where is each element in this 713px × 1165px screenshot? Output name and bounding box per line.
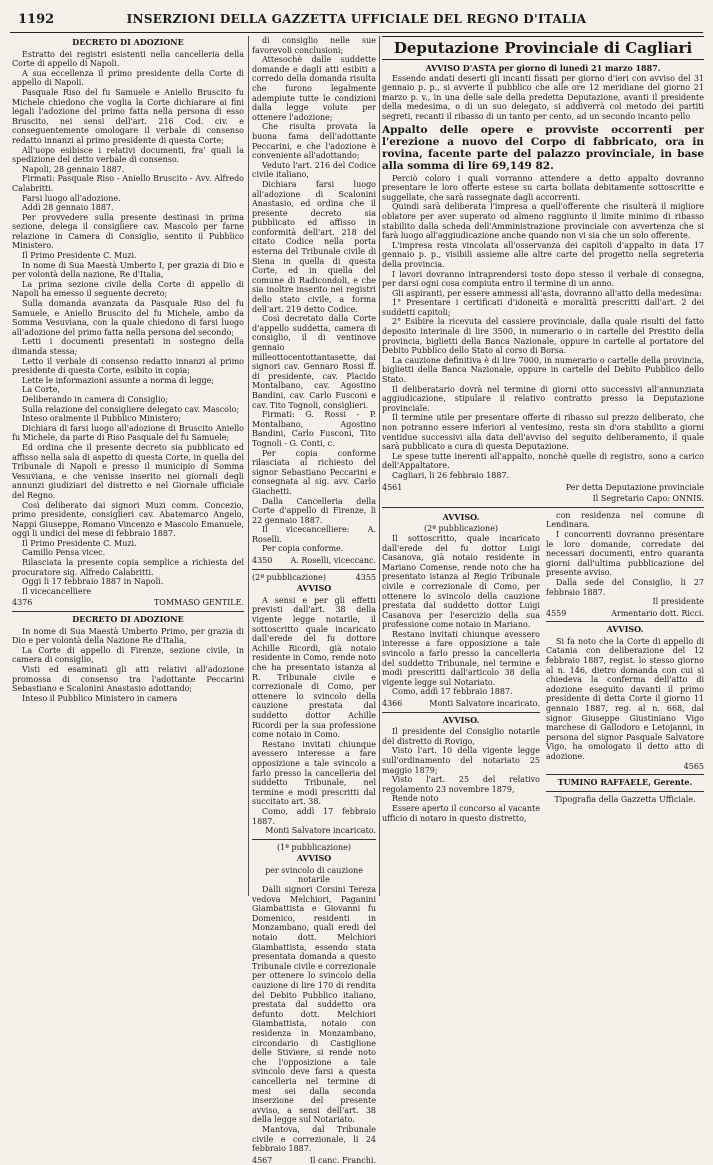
paragraph: Pasquale Riso del fu Samuele e Aniello Bruscito fu Michele chiedono che voglia la Corte dichiarare ai fini legali l'adozione del primo fatta nella persona di esso Bruscito, nei sensi dell'art. 216 Cod. civ. e conseguentemente omologare il verbale di consenso redatto innanzi al primo presidente di questa Corte; xyxy=(12,87,244,145)
separator xyxy=(252,839,376,840)
signer-name: A. Roselli, viceccanc. xyxy=(290,556,376,566)
paragraph: Il Primo Presidente C. Muzi. xyxy=(22,538,137,548)
publication-label: (2ª pubblicazione) xyxy=(423,524,499,534)
notice-signature xyxy=(546,609,704,619)
paragraph: Il vicecancelliere xyxy=(22,586,92,596)
signer-name: Monti Salvatore incaricato. xyxy=(429,699,540,709)
insertion-number: 4376 xyxy=(12,598,33,608)
paragraph: In nome di Sua Maestà Umberto I, per grazia di Dio e per volontà della nazione, Re d'Italia, xyxy=(12,260,244,280)
paragraph: Oggi li 17 febbraio 1887 in Napoli. xyxy=(22,577,164,587)
decree-signature xyxy=(12,598,244,608)
notices-grid xyxy=(382,511,704,823)
column-3 xyxy=(382,36,704,896)
auction-signature xyxy=(382,483,704,493)
paragraph: Visto l'art. 10 della vigente legge sull'ordinamento del notariato 25 maggio 1879; xyxy=(382,746,540,775)
notice-title: AVVISO xyxy=(296,583,332,594)
signer-name: TOMMASO GENTILE. xyxy=(153,598,244,608)
paragraph: Veduto l'art. 216 del Codice civile italiano, xyxy=(252,160,376,180)
insertion-number: 4559 xyxy=(546,608,567,618)
decree-signature xyxy=(252,556,376,566)
paragraph: Le spese tutte inerenti all'appalto, nonchè quelle di registro, sono a carico dell'Appaltatore. xyxy=(382,451,704,471)
separator xyxy=(546,791,704,792)
paragraph: Firmati: G. Rossi - P. Montalbano, Agostino Bandini, Carlo Fusconi, Tito Tognoli - G. Conti, c. xyxy=(252,410,376,448)
paragraph: Per copia conforme. xyxy=(262,544,344,554)
insertion-number: 4565 xyxy=(683,761,704,771)
notice-title: AVVISO xyxy=(296,853,332,864)
notice-body xyxy=(252,885,376,1154)
gerente-name: TUMINO RAFFAELE, Gerente. xyxy=(557,777,693,788)
paragraph: Dalla sede del Consiglio, li 27 febbraio 1887. xyxy=(546,577,704,597)
page-number: 1192 xyxy=(18,12,55,27)
column-divider xyxy=(248,36,249,896)
paragraph: Perciò coloro i quali vorranno attendere a detto appalto dovranno presentare le loro offerte estese su carta bollata debitamente sottoscritte e suggellate, che sarà rassegnate dagli accorrenti. xyxy=(382,173,704,202)
notice-signature xyxy=(252,1156,376,1165)
paragraph: I lavori dovranno intraprendersi tosto dopo stesso il verbale di consegna, per darsi ogni cosa compiuta entro il termine di un anno. xyxy=(382,269,704,289)
paragraph: Dichiara farsi luogo all'adozione di Scalonini Anastasio, ed ordina che il presente decreto sia pubblicato ed affisso in conformità dell'art. 218 del citato Codice nella porta esterna del Tribunale civile di Siena in quella di questa Corte, ed in quella del comune di Radicondoli, e che sia inoltre inserito nei registri dello stato civile, a forma dell'art. 219 detto Codice. xyxy=(252,179,376,314)
insertion-number: 4350 xyxy=(252,556,273,566)
paragraph: Rende noto xyxy=(392,794,439,804)
notice-body xyxy=(546,511,704,597)
separator xyxy=(252,569,376,570)
paragraph: Rilasciata la presente copia semplice a richiesta del procuratore sig. Alfredo Calabritti. xyxy=(12,558,244,577)
notice-title: AVVISO. xyxy=(606,624,644,635)
paragraph: Como, addì 17 febbraio 1887. xyxy=(392,687,513,697)
paragraph: Inteso il Pubblico Ministero in camera xyxy=(22,693,178,703)
paragraph: I concorrenti dovranno presentare le loro domande, corredate dei necessari documenti, entro quaranta giorni dall'ultima pubblicazione del presente avviso. xyxy=(546,529,704,578)
paragraph: Attesochè dalle suddette domande e dagli atti esibiti a corredo della domanda risulta che furono legalmente adempiute tutte le condizioni dalla legge volute per ottenere l'adozione; xyxy=(252,55,376,122)
notice-signature xyxy=(382,699,540,709)
paragraph: La prima sezione civile della Corte di appello di Napoli ha emesso il seguente decreto; xyxy=(12,279,244,299)
notice-body xyxy=(252,596,376,826)
paragraph: di consiglio nelle sue favorevoli conclusioni; xyxy=(252,36,376,55)
paragraph: La cauzione definitiva è di lire 7000, in numerario o cartelle della provincia, biglietti della Banca Nazionale, oppure in cartelle del Debito Pubblico dello Stato. xyxy=(382,355,704,385)
paragraph: Inteso oralmente il Pubblico Ministero; xyxy=(22,414,181,424)
column-divider xyxy=(379,36,380,896)
paragraph: Il vicecancelliere: A. Roselli. xyxy=(252,525,376,544)
page-header xyxy=(10,6,703,33)
paragraph: Restano invitati chiunque avessero interesse a fare opposizione a tale svincolo a farlo presso la cancelleria del suddetto Tribunale, nel termine e modi prescritti dall'articolo 38 della vigente legge sul Notariato. xyxy=(382,629,540,687)
paragraph: Gli aspiranti, per essere ammessi all'asta, dovranno all'atto della medesima: xyxy=(392,288,702,298)
auction-notice-heading: AVVISO D'ASTA per giorno di lunedì 21 marzo 1887. xyxy=(425,63,661,73)
paragraph: Sulla domanda avanzata da Pasquale Riso del fu Samuele, e Aniello Bruscito del fu Michele, ambo da Somma Vesuviana, con la quale chiedono di farsi luogo all'adozione del primo fatta nella persona del secondo; xyxy=(12,299,244,337)
decree-title: DECRETO DI ADOZIONE xyxy=(72,37,184,47)
paragraph: La Corte di appello di Firenze, sezione civile, in camera di consiglio, xyxy=(12,645,244,665)
paragraph: In nome di Sua Maestà Umberto Primo, per grazia di Dio e per volontà della Nazione Re d'Italia, xyxy=(12,626,244,646)
paragraph: Dichiara di farsi luogo all'adozione di Bruscito Aniello fu Michele, da parte di Riso Pasquale del fu Samuele; xyxy=(12,423,244,443)
paragraph: Il termine utile per presentare offerte di ribasso sul prezzo deliberato, che non potranno essere inferiori al ventesimo, resta sin d'ora stabilito a giorni ventidue successivi alla data dell'avviso del seguito deliberamento, il quale sarà pubblicato a cura di questa Deputazione. xyxy=(382,413,704,452)
signer-role: Per detta Deputazione provinciale xyxy=(565,482,704,492)
notice-body xyxy=(382,727,540,823)
paragraph: Si fa noto che la Corte di appello di Catania con deliberazione del 12 febbraio 1887, regist. lo stesso giorno al n. 146, dietro domanda con cui si chiedeva la conferma dell'atto di adozione eseguito davanti il primo presidente di detta Corte il giorno 11 gennaio 1887, reg. al n. 668, dal signor Giuseppe Giustiniano Vigo marchese di Gallodoro e Letojanni, in persona del signor Pasquale Salvatore Vigo, ha omologato il detto atto di adozione. xyxy=(546,636,704,761)
paragraph: Dalla Cancelleria della Corte d'appello di Firenze, li 22 gennaio 1887. xyxy=(252,496,376,525)
paragraph: All'uopo esibisce i relativi documenti, fra' quali la spedizione del detto verbale di consenso. xyxy=(12,145,244,165)
notice-title: AVVISO. xyxy=(442,714,480,725)
paragraph: Così decretato dalla Corte d'appello suddetta, camera di consiglio, il di ventinove gennaio milleottocentottantasette, dai signori cav. Gennaro Rossi ff. di presidente, cav. Placido Montalbano, cav. Agostino Bandini, cav. Carlo Fusconi e cav. Tito Tognoli, consiglieri. xyxy=(252,314,376,410)
paragraph: Deliberando in camera di Consiglio; xyxy=(22,394,169,404)
paragraph: La Corte, xyxy=(22,385,60,395)
separator xyxy=(382,712,540,713)
notice-body xyxy=(382,534,540,697)
signer-name: Monti Salvatore incaricato. xyxy=(265,826,376,836)
paragraph: L'impresa resta vincolata all'osservanza dei capitoli d'appalto in data 17 gennaio p. p., visibili assieme alle altre carte del progetto nella segreteria della provincia. xyxy=(382,240,704,269)
paragraph: Letti i documenti presentati in sostegno della dimanda stessa; xyxy=(12,337,244,356)
signer-name: Armentario dott. Ricci. xyxy=(611,608,704,618)
paragraph: Napoli, 28 gennaio 1887. xyxy=(22,164,125,174)
paragraph: Così deliberato dai signori Muzi comm. Concezio, primo presidente, consiglieri cav. Abatemarco Angelo, Nappi Giuseppe, Romano Vincenzo e Mascolo Emanuele, oggi li undici del mese di febbraio 1887. xyxy=(12,500,244,539)
signer-role: Il presidente xyxy=(652,597,704,607)
paragraph: Como, addì 17 febbraio 1887. xyxy=(252,806,376,826)
publication-label: (2ª pubblicazione) xyxy=(252,572,327,582)
paragraph: Mantova, dal Tribunale civile e correzionale, li 24 febbraio 1887. xyxy=(252,1124,376,1154)
separator xyxy=(12,611,244,612)
notice-header xyxy=(252,573,376,583)
auction-intro: Essendo andati deserti gli incanti fissati per giorno d'ieri con avviso del 31 gennaio p. p., si avverte il pubblico che alle ore 12 meridiane del giorno 21 marzo p. v., in una delle sale della predetta Deputazione, avanti il presidente della medesima, o di un suo delegato, si addiverrà col metodo dei partiti segreti, recanti il ribasso di un tanto per cento, ad un secondo incanto pello xyxy=(382,73,704,121)
paragraph: Il sottoscritto, quale incaricato dall'erede del fu dottor Luigi Casanova, già notaio residente in Mariano Comense, rende noto che ha presentato istanza al Regio Tribunale civile e correzionale di Como, per ottenere lo svincolo della cauzione prestata dal suddetto dottor Luigi Casanova per l'esercizio della sua professione come notaio in Mariano. xyxy=(382,533,540,630)
paragraph: 1° Presentare i certificati d'idoneità e moralità prescritti dall'art. 2 dei suddetti capitoli; xyxy=(382,298,704,317)
page-title: INSERZIONI DELLA GAZZETTA UFFICIALE DEL REGNO D'ITALIA xyxy=(126,12,587,26)
notices-right xyxy=(546,511,704,823)
auction-body xyxy=(382,174,704,481)
paragraph: Addì 28 gennaio 1887. xyxy=(22,203,114,213)
contract-title: Appalto delle opere e provviste occorrenti per l'erezione a nuovo del Corpo di fabbricato, ora in rovina, facente parte del palazzo provinciale, in base alla somma di lire 69,149 82. xyxy=(382,123,704,172)
notice-title: AVVISO. xyxy=(442,511,480,522)
paragraph: Sulla relazione del consigliere delegato cav. Mascolo; xyxy=(22,404,240,414)
decree-title: DECRETO DI ADOZIONE xyxy=(72,614,184,625)
paragraph: Visto l'art. 25 del relativo regolamento 23 novembre 1879, xyxy=(382,775,540,794)
signer-name: Il Segretario Capo: ONNIS. xyxy=(592,494,704,504)
column-2 xyxy=(252,36,376,1165)
separator xyxy=(382,507,704,508)
printer-line: Tipografia della Gazzetta Ufficiale. xyxy=(554,794,696,804)
paragraph: Restano invitati chiunque avessero interesse a fare opposizione a tale svincolo a farlo presso la cancelleria del suddetto Tribunale, nel termine e modi prescritti dal succitato art. 38. xyxy=(252,739,376,807)
deputation-title: Deputazione Provinciale di Cagliari xyxy=(382,36,704,60)
paragraph: A sensi e per gli effetti previsti dall'art. 38 della vigente legge notarile, il sottoscritto quale incaricato dall'erede del fu dottore Achille Ricordi, già notaio residente in Como, rende noto che ha presentato istanza al R. Tribunale civile e correzionale di Como, per ottenere lo svincolo della cauzione prestata dal suddetto dottor Achille Ricordi per la sua professione come notaio in Como. xyxy=(252,595,376,740)
paragraph: 2° Esibire la ricevuta del cassiere provinciale, dalla quale risulti del fatto deposito interinale di lire 3500, in numerario o in cartelle del Prestito della provincia, biglietti della Banca Nazionale, oppure in cartelle al portatore del Debito Pubblico dello Stato al corso di Borsa. xyxy=(382,317,704,356)
paragraph: Dalli signori Corsini Tereza vedova Melchiori, Paganini Giambattista e Giovanni fu Domenico, residenti in Monzambano, quali eredi del notaio dott. Melchiori Giambattista, essendo stata presentata domanda a questo Tribunale civile e correzionale per ottenere lo svincolo della cauzione di lire 170 di rendita del Debito Pubblico italiano, prestata dal suddetto ora defunto dott. Melchiori Giambattista, notaio con residenza in Monzambano, circondario di Castiglione delle Stiviere, si rende noto che l'opposizione a tale svincolo deve farsi a questa cancelleria nel termine di mesi sei dalla seconda inserzione del presente avviso, a sensi dell'art. 38 della legge sul Notariato. xyxy=(252,885,376,1125)
decree-continuation xyxy=(252,36,376,554)
insertion-number: 4366 xyxy=(382,699,403,709)
decree-body xyxy=(12,50,244,597)
paragraph: Farsi luogo all'adozione. xyxy=(22,193,121,203)
paragraph: Il deliberatario dovrà nel termine di giorni otto successivi all'annunziata aggiudicazione, stipulare il relativo contratto presso la Deputazione provinciale. xyxy=(382,384,704,413)
paragraph: Lette le informazioni assunte a norma di legge; xyxy=(22,375,215,385)
publication-label: (1ª pubblicazione) xyxy=(276,842,352,852)
separator xyxy=(546,621,704,622)
paragraph: Ed ordina che il presente decreto sia pubblicato ed affisso nella sala di aspetto di questa Corte, in quella del Tribunale di Napoli e presso il municipio di Somma Vesuviana, e che venisse inserito nei giornali degli annunzi giudiziari del distretto e nel Giornale ufficiale del Regno. xyxy=(12,442,244,500)
insertion-number: 4567 xyxy=(252,1155,273,1165)
paragraph: Cagliari, li 26 febbraio 1887. xyxy=(392,470,510,480)
notice-subtitle: per svincolo di cauzione notarile xyxy=(265,865,363,885)
paragraph: Firmati: Pasquale Riso - Aniello Bruscito - Avv. Alfredo Calabritti. xyxy=(12,174,244,193)
paragraph: Letto il verbale di consenso redatto innanzi al primo presidente di questa Corte, esibito in copia; xyxy=(12,356,244,376)
paragraph: Per copia conforme rilasciata al richiesto del signor Sebastiano Peccarini e consegnata al sig. avv. Carlo Giachetti. xyxy=(252,448,376,496)
paragraph: Visti ed esaminati gli atti relativi all'adozione promossa di consenso tra l'adottante Peccarini Sebastiano e Scalonini Anastasio adottando; xyxy=(12,665,244,694)
separator xyxy=(546,774,704,775)
paragraph: A sua eccellenza il primo presidente della Corte di appello di Napoli. xyxy=(12,68,244,88)
insertion-number: 4355 xyxy=(355,572,376,582)
notice-body xyxy=(546,637,704,762)
column-1 xyxy=(12,36,244,896)
insertion-number: 4561 xyxy=(382,482,403,492)
paragraph: con residenza nel comune di Lendinara. xyxy=(546,510,704,530)
paragraph: Il presidente del Consiglio notarile del distretto di Rovigo, xyxy=(382,727,540,746)
decree-body xyxy=(12,627,244,704)
signer-name: Il canc. Franchi. xyxy=(309,1155,376,1165)
paragraph: Il Primo Presidente C. Muzi. xyxy=(22,251,137,261)
notices-left xyxy=(382,511,540,823)
paragraph: Per provvedere sulla presente destinasi in prima sezione, delega il consigliere cav. Mascolo per farne relazione in Camera di Consiglio, sentito il Pubblico Ministero. xyxy=(12,212,244,251)
paragraph: Essere aperto il concorso al vacante ufficio di notaro in questo distretto, xyxy=(382,803,540,823)
paragraph: Estratto dei registri esistenti nella cancelleria della Corte di appello di Napoli. xyxy=(12,49,244,69)
paragraph: Camillo Pensa vicec. xyxy=(22,548,106,558)
paragraph: Che risulta provata la buona fama dell'adottante Peccarini, e che l'adozione è conveniente all'adottando; xyxy=(252,122,376,161)
paragraph: Quindi sarà deliberata l'impresa a quell'offerente che risulterà il migliore oblatore per aver superato od almeno raggiunto il limite minimo di ribasso stabilito dalla scheda dell'Amministrazione provinciale con avvertenza che si farà luogo all'aggiudicazione anche quando non vi sia che un solo offerente. xyxy=(382,202,704,241)
